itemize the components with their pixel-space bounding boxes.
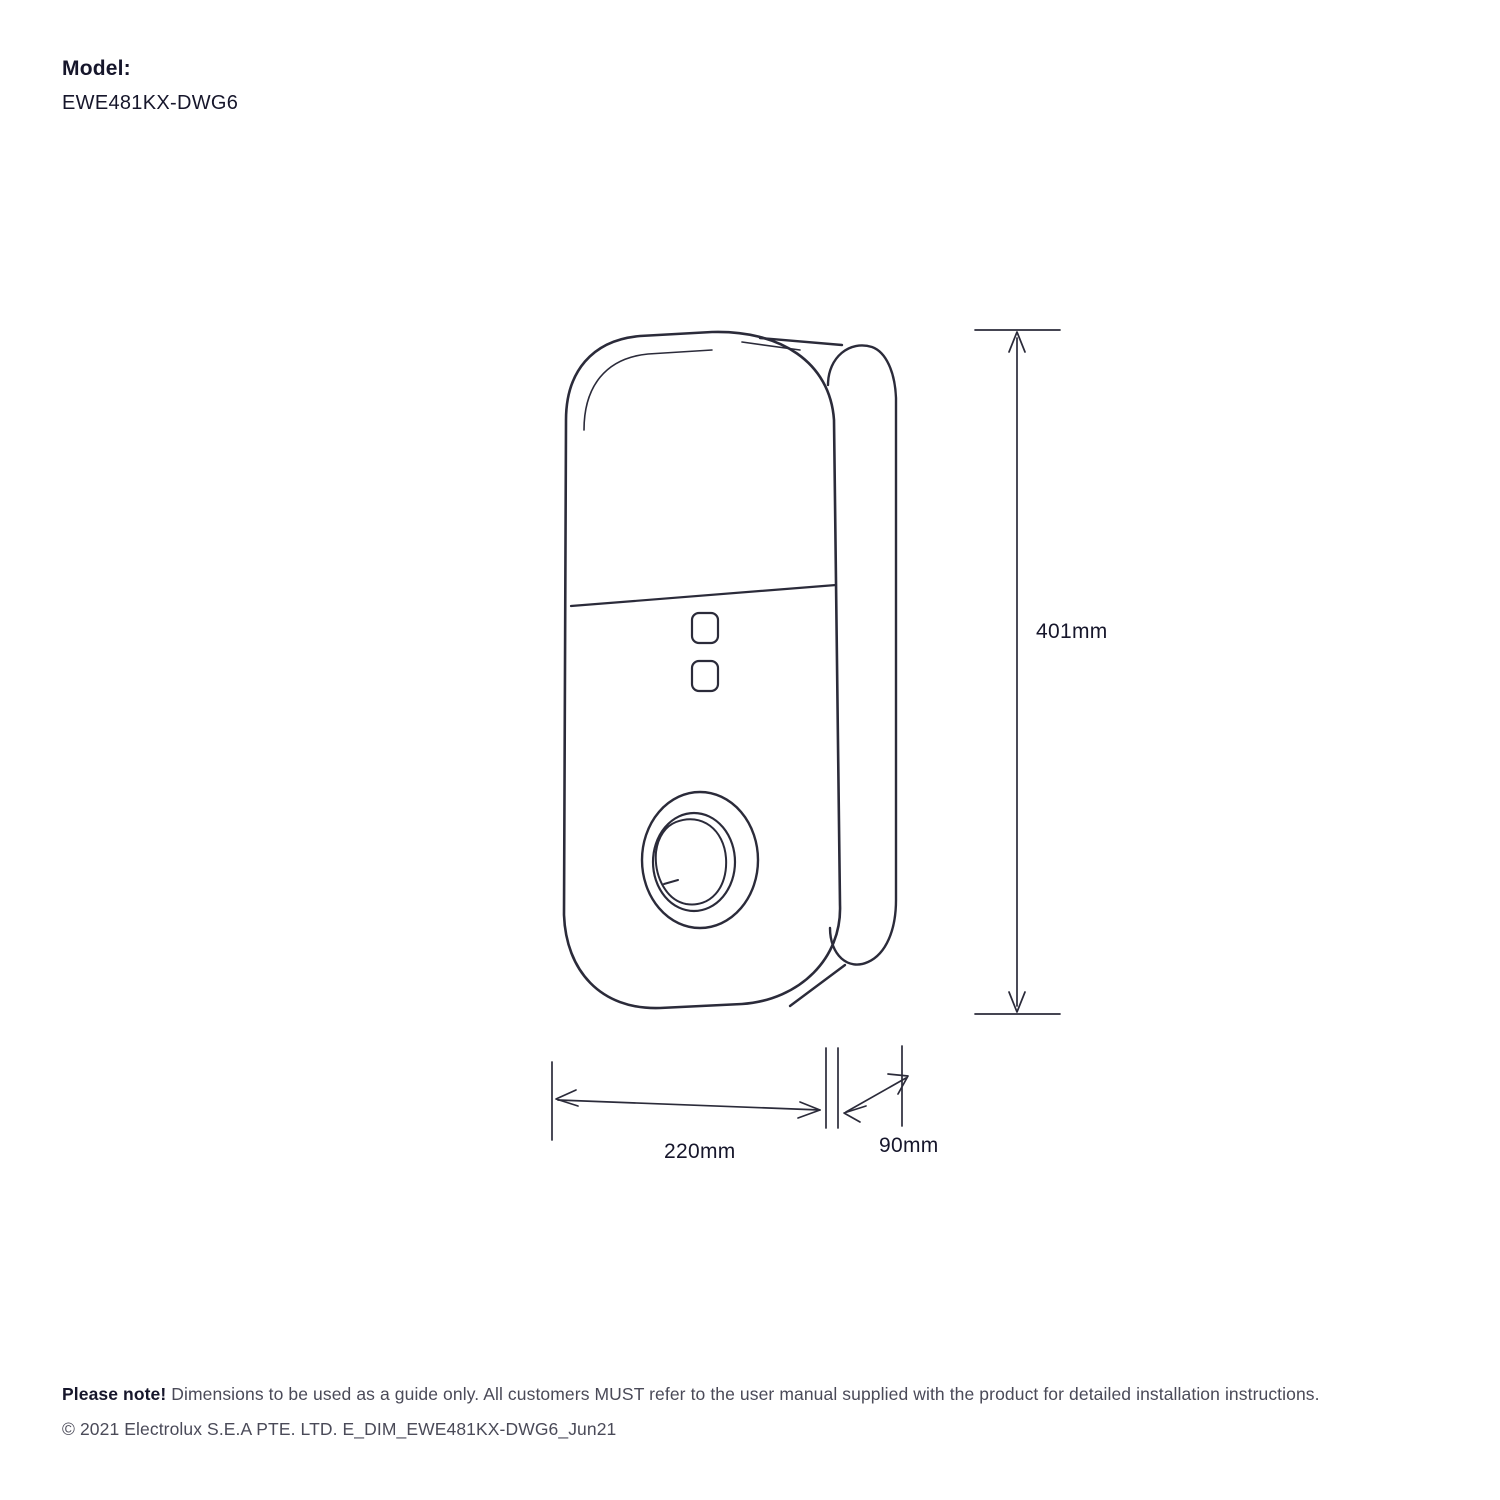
dimension-label-height: 401mm <box>1036 620 1108 643</box>
indicator-light-lower <box>692 661 718 691</box>
control-knob-pointer <box>664 880 678 884</box>
footer-copyright: © 2021 Electrolux S.E.A PTE. LTD. E_DIM_EWE481KX-DWG6_Jun21 <box>62 1418 617 1439</box>
dimension-width-group <box>552 1048 826 1140</box>
appliance-front-body <box>564 332 840 1008</box>
footer-note-text: Dimensions to be used as a guide only. All customers MUST refer to the user manual supplied with the product for detailed installation instructions. <box>166 1383 1320 1404</box>
dimension-height-group <box>975 330 1060 1014</box>
model-number: EWE481KX-DWG6 <box>62 92 239 114</box>
appliance-rear-body <box>760 338 896 1006</box>
appliance-panel-split-line <box>571 585 836 606</box>
appliance-bevel-highlight <box>584 350 712 430</box>
indicator-light-upper <box>692 613 718 643</box>
dimension-label-width: 220mm <box>664 1140 736 1163</box>
footer-note <box>62 1381 1442 1407</box>
control-knob-face <box>656 819 726 904</box>
dimension-label-depth: 90mm <box>879 1134 939 1157</box>
footer <box>62 1381 1442 1443</box>
dimension-depth-group <box>838 1046 908 1128</box>
footer-note-emphasis: Please note! <box>62 1383 167 1404</box>
model-label: Model: <box>62 57 131 80</box>
control-knob-ring <box>653 813 735 911</box>
appliance-top-seam <box>742 342 800 350</box>
